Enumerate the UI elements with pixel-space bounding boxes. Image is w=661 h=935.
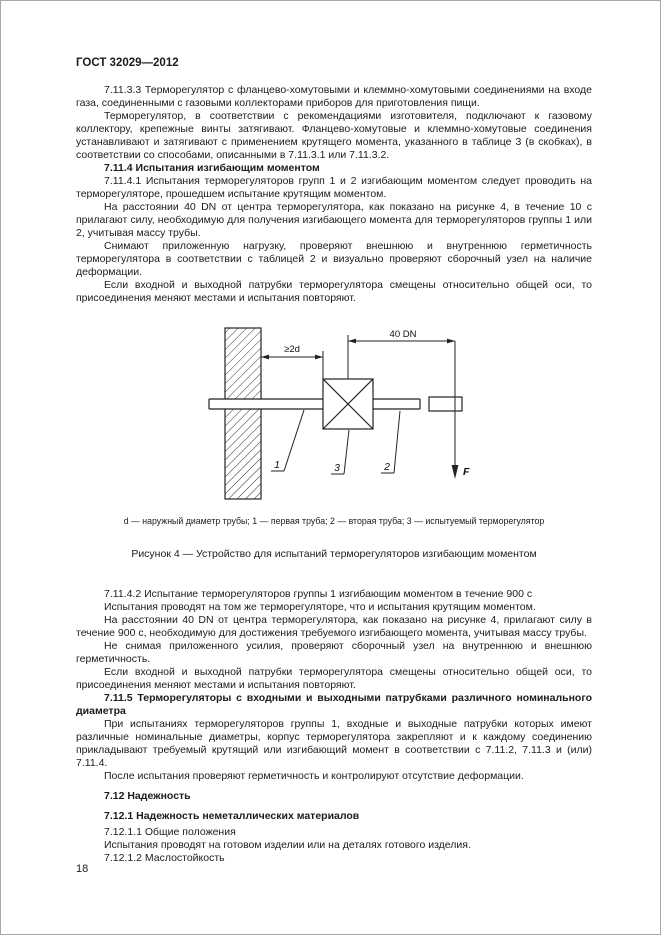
para-7-11-4-2-swap: Если входной и выходной патрубки терморегулятора смещены относительно общей оси, то присоединения меняют местами и испытания повторяют. [76, 666, 592, 691]
para-7-11-3-3: 7.11.3.3 Терморегулятор с фланцево-хомутовыми и клеммно-хомутовыми соединениями на входе газа, соединенными с газовыми коллекторами приборов для приготовления пищи. [76, 84, 592, 109]
para-7-11-4-1: 7.11.4.1 Испытания терморегуляторов групп 1 и 2 изгибающим моментом следует проводить на терморегуляторе, прошедшем испытание крутящим моментом. [76, 175, 592, 200]
para-7-11-4-1-swap: Если входной и выходной патрубки терморегулятора смещены относительно общей оси, то присоединения меняют местами и испытания повторяют. [76, 279, 592, 304]
bending-moment-test-diagram [207, 325, 477, 505]
para-7-11-4-2-force: На расстоянии 40 DN от центра терморегулятора, как показано на рисунке 4, прилагают силу в течение 900 с, необходимую для достижения требуемого изгибающего момента, учитывая массу трубы. [76, 614, 592, 639]
pipe-end-piece [429, 397, 462, 411]
heading-7-12-1: 7.12.1 Надежность неметаллических материалов [104, 810, 360, 822]
pipe-1 [209, 399, 323, 409]
thermostat-under-test [323, 379, 373, 429]
wall-hatched [225, 328, 261, 499]
force-label: F [463, 466, 470, 478]
dimension-40dn-label: 40 DN [389, 329, 417, 340]
para-7-11-4-2-same: Испытания проводят на том же терморегуляторе, что и испытания крутящим моментом. [104, 601, 536, 613]
para-7-11-3-3-install: Терморегулятор, в соответствии с рекомендациями изготовителя, подключают к газовому коллектору, крепежные винты затягивают. Фланцево-хомутовые и клеммно-хомутовые соединения устанавливают и затягивают с применением крутящего момента, указанного в таблице 3 (в скобках), в соответствии со способами, описанными в 7.11.3.1 или 7.11.3.2. [76, 110, 592, 161]
page-number: 18 [76, 863, 89, 875]
para-7-11-5-after: После испытания проверяют герметичность и контролируют отсутствие деформации. [104, 770, 524, 782]
dimension-40dn [348, 335, 455, 379]
heading-7-11-5: 7.11.5 Терморегуляторы с входными и выходными патрубками различного номинального диаметра [76, 692, 592, 717]
para-7-11-4-2-check: Не снимая приложенного усилия, проверяют сборочный узел на внутреннюю и внешнюю герметичность. [76, 640, 592, 665]
dimension-2d [261, 351, 323, 379]
dimension-2d-label: ≥2d [284, 344, 300, 355]
para-7-12-1-1-text: Испытания проводят на готовом изделии или на деталях готового изделия. [104, 839, 471, 851]
para-7-12-1-2: 7.12.1.2 Маслостойкость [104, 852, 225, 864]
para-7-11-4-1-force: На расстоянии 40 DN от центра терморегулятора, как показано на рисунке 4, в течение 10 с прилагают силу, необходимую для получения изгибающего момента для терморегуляторов группы 1 или 2, учитывая массу трубы. [76, 201, 592, 239]
callout-3: 3 [334, 462, 340, 474]
callout-2: 2 [384, 461, 390, 473]
figure-4 [76, 325, 592, 560]
figure-caption: Рисунок 4 — Устройство для испытаний терморегуляторов изгибающим моментом [131, 548, 537, 560]
figure-legend: d — наружный диаметр трубы; 1 — первая труба; 2 — вторая труба; 3 — испытуемый терморегулятор [123, 516, 545, 526]
pipe-2 [373, 399, 420, 409]
para-7-12-1-1: 7.12.1.1 Общие положения [104, 826, 236, 838]
para-7-11-5-test: При испытаниях терморегуляторов группы 1, входные и выходные патрубки которых имеют различные номинальные диаметры, корпус терморегулятора закрепляют и к каждому соединению прикладывают требуемый крутящий или изгибающий момент в соответствии с 7.11.2, 7.11.3 и (или) 7.11.4. [76, 718, 592, 769]
para-7-11-4-1-check: Снимают приложенную нагрузку, проверяют внешнюю и внутреннюю герметичность терморегулятора в соответствии с таблицей 2 и визуально проверяют сборочный узел на наличие деформации. [76, 240, 592, 278]
para-7-11-4-2: 7.11.4.2 Испытание терморегуляторов группы 1 изгибающим моментом в течение 900 с [104, 588, 533, 600]
document-header: ГОСТ 32029—2012 [76, 57, 179, 69]
heading-7-11-4: 7.11.4 Испытания изгибающим моментом [104, 162, 320, 174]
callout-1: 1 [274, 459, 280, 471]
document-content [76, 57, 592, 865]
heading-7-12: 7.12 Надежность [104, 790, 191, 802]
